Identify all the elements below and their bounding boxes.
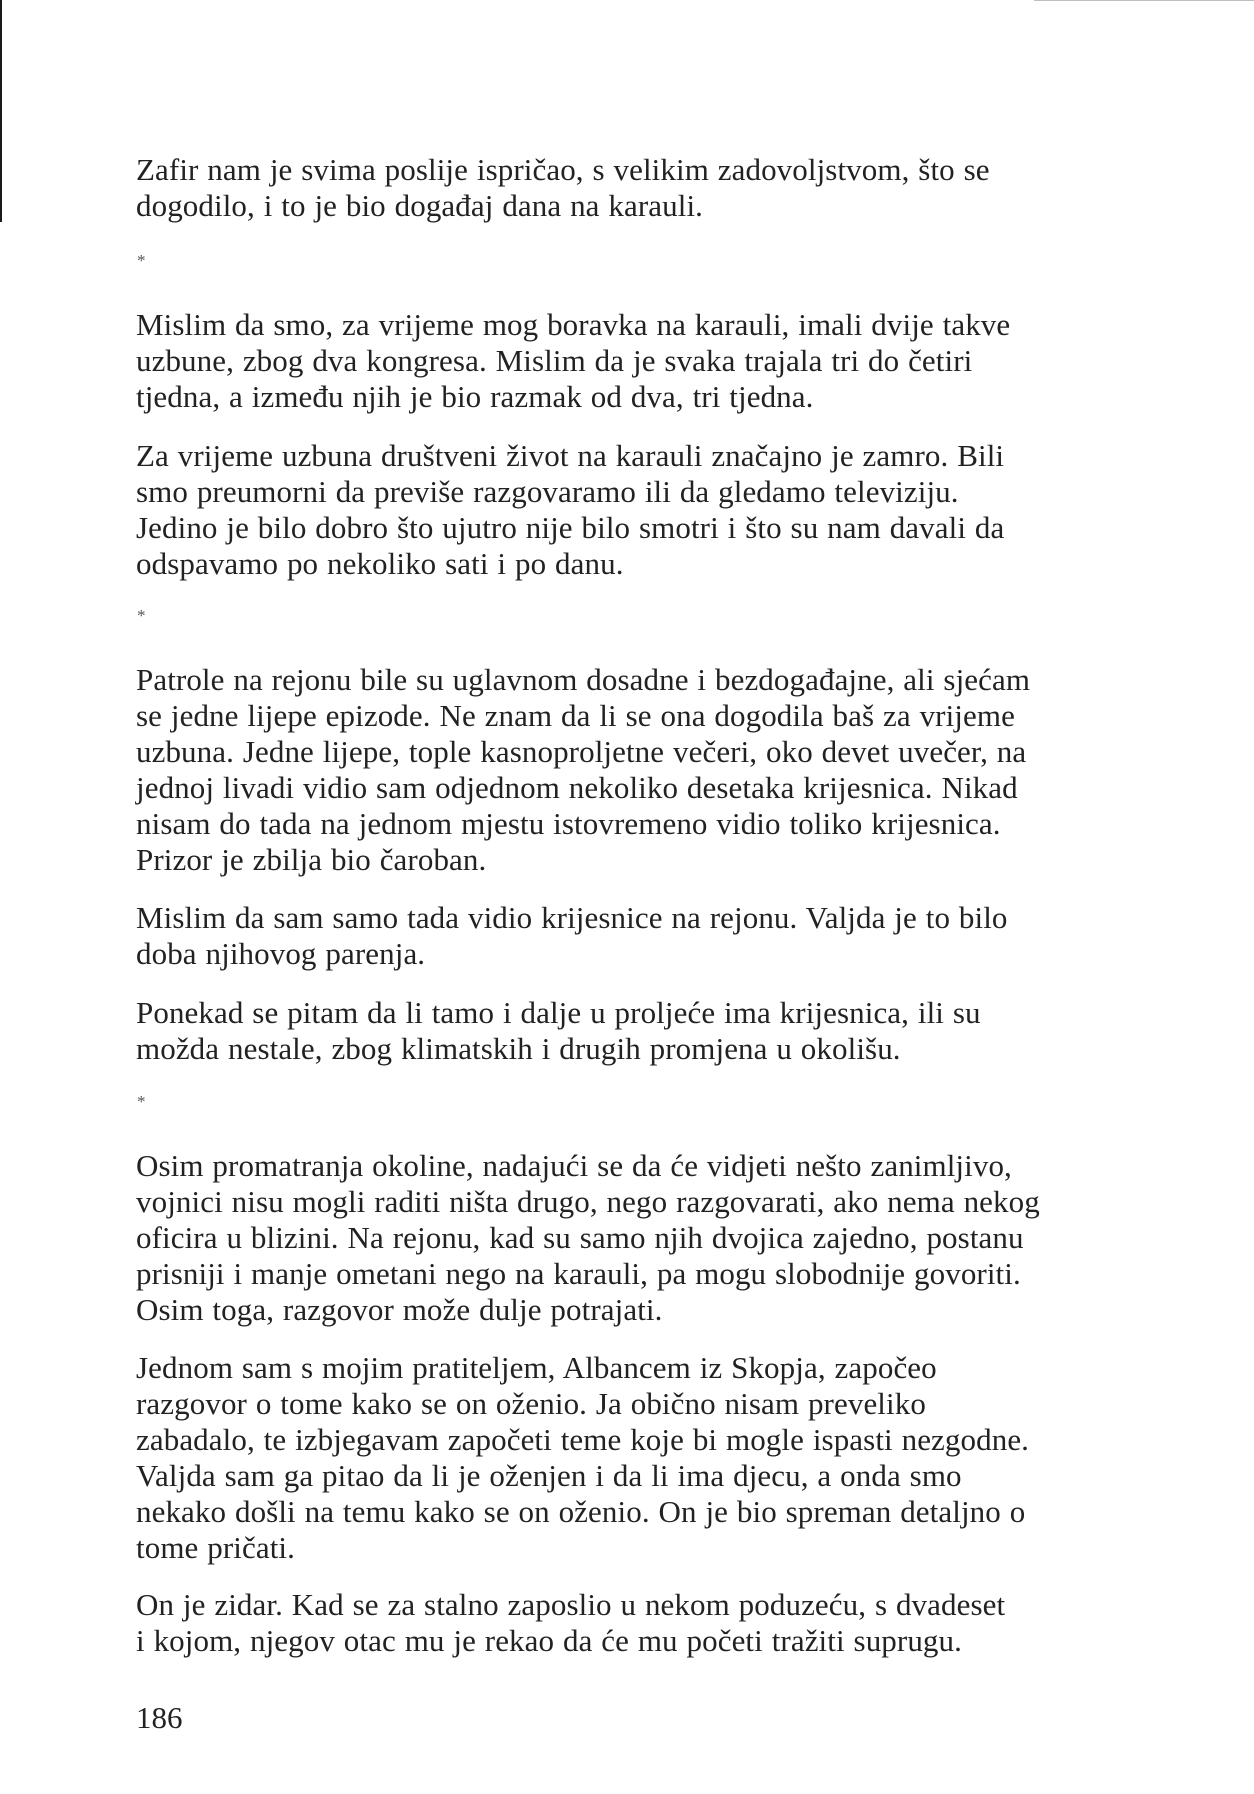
- paragraph-line: Jedino je bilo dobro što ujutro nije bilo smotri i što su nam davali da: [136, 510, 1005, 545]
- paragraph-line: Jednom sam s mojim pratiteljem, Albancem iz Skopja, započeo: [136, 1350, 937, 1385]
- paragraph-line: tome pričati.: [136, 1530, 295, 1565]
- paragraph-3: [136, 438, 1136, 582]
- paragraph-6: [136, 995, 1136, 1067]
- paragraph-line: Osim toga, razgovor može dulje potrajati.: [136, 1292, 663, 1327]
- paragraph-line: uzbune, zbog dva kongresa. Mislim da je svaka trajala tri do četiri: [136, 343, 973, 378]
- paragraph-line: Zafir nam je svima poslije ispričao, s velikim zadovoljstvom, što se: [136, 152, 990, 187]
- paragraph-line: zabadalo, te izbjegavam započeti teme koje bi mogle ispasti nezgodne.: [136, 1422, 1030, 1457]
- paragraph-line: Prizor je zbilja bio čaroban.: [136, 842, 487, 877]
- paragraph-4: [136, 662, 1136, 878]
- paragraph-7: [136, 1148, 1136, 1328]
- paragraph-line: On je zidar. Kad se za stalno zaposlio u nekom poduzeću, s dvadeset: [136, 1587, 1006, 1622]
- paragraph-line: Osim promatranja okoline, nadajući se da će vidjeti nešto zanimljivo,: [136, 1148, 1012, 1183]
- paragraph-line: Patrole na rejonu bile su uglavnom dosadne i bezdogađajne, ali sjećam: [136, 662, 1031, 697]
- paragraph-line: Mislim da sam samo tada vidio krijesnice na rejonu. Valjda je to bilo: [136, 900, 1008, 935]
- paragraph-line: dogodilo, i to je bio događaj dana na karauli.: [136, 188, 704, 223]
- paragraph-line: Valjda sam ga pitao da li je oženjen i da li ima djecu, a onda smo: [136, 1458, 962, 1493]
- section-divider-2: *: [137, 606, 146, 625]
- paragraph-line: uzbuna. Jedne lijepe, tople kasnoproljetne večeri, oko devet uvečer, na: [136, 734, 1027, 769]
- paragraph-line: i kojom, njegov otac mu je rekao da će mu početi tražiti suprugu.: [136, 1623, 962, 1658]
- page-number: 186: [136, 1700, 183, 1735]
- paragraph-line: vojnici nisu mogli raditi ništa drugo, nego razgovarati, ako nema nekog: [136, 1184, 1040, 1219]
- paragraph-line: prisniji i manje ometani nego na karauli, pa mogu slobodnije govoriti.: [136, 1256, 1021, 1291]
- paragraph-line: tjedna, a između njih je bio razmak od dva, tri tjedna.: [136, 379, 814, 414]
- paragraph-line: smo preumorni da previše razgovaramo ili da gledamo televiziju.: [136, 474, 959, 509]
- scan-edge-top: [1034, 0, 1254, 1]
- scan-edge-left: [0, 0, 2, 222]
- paragraph-line: Ponekad se pitam da li tamo i dalje u proljeće ima krijesnica, ili su: [136, 995, 981, 1030]
- paragraph-line: možda nestale, zbog klimatskih i drugih promjena u okolišu.: [136, 1031, 901, 1066]
- paragraph-line: odspavamo po nekoliko sati i po danu.: [136, 546, 624, 581]
- paragraph-line: Mislim da smo, za vrijeme mog boravka na karauli, imali dvije takve: [136, 307, 1011, 342]
- paragraph-8: [136, 1350, 1136, 1566]
- paragraph-1: [136, 152, 1136, 224]
- paragraph-line: doba njihovog parenja.: [136, 936, 426, 971]
- paragraph-9: [136, 1587, 1136, 1659]
- paragraph-line: Za vrijeme uzbuna društveni život na karauli značajno je zamro. Bili: [136, 438, 1005, 473]
- section-divider-3: *: [137, 1092, 146, 1111]
- paragraph-2: [136, 307, 1136, 415]
- paragraph-line: nekako došli na temu kako se on oženio. On je bio spreman detaljno o: [136, 1494, 1026, 1529]
- paragraph-line: oficira u blizini. Na rejonu, kad su samo njih dvojica zajedno, postanu: [136, 1220, 1024, 1255]
- paragraph-line: se jedne lijepe epizode. Ne znam da li se ona dogodila baš za vrijeme: [136, 698, 1015, 733]
- paragraph-line: razgovor o tome kako se on oženio. Ja obično nisam preveliko: [136, 1386, 926, 1421]
- section-divider-1: *: [137, 251, 146, 270]
- paragraph-line: jednoj livadi vidio sam odjednom nekoliko desetaka krijesnica. Nikad: [136, 770, 1018, 805]
- paragraph-5: [136, 900, 1136, 972]
- paragraph-line: nisam do tada na jednom mjestu istovremeno vidio toliko krijesnica.: [136, 806, 1001, 841]
